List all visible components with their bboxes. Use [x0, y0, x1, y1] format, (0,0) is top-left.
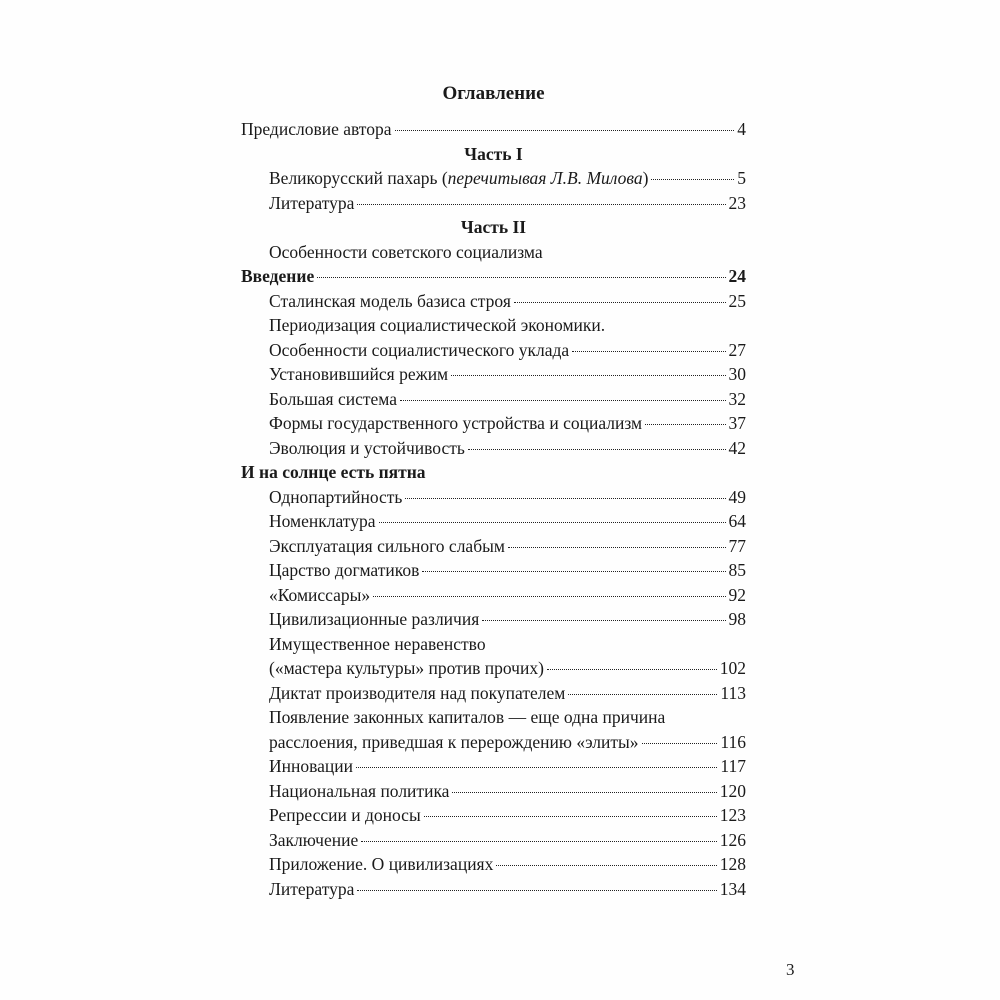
- toc-entry: [241, 240, 746, 265]
- dot-leader: [572, 351, 725, 352]
- toc-entry-text: Заключение: [269, 829, 359, 850]
- toc-entry-text: Однопартийность: [269, 486, 403, 507]
- toc-entry-text: Появление законных капиталов — еще одна причина: [269, 707, 666, 727]
- toc-entry-text: Эксплуатация сильного слабым: [269, 535, 505, 556]
- toc-entry-text: Эволюция и устойчивость: [269, 437, 465, 458]
- dot-leader: [357, 204, 725, 205]
- toc-entry: [241, 387, 746, 412]
- toc-page-number: 25: [728, 290, 746, 311]
- toc-entry-text: И на солнце есть пятна: [241, 462, 426, 482]
- toc-entry: [241, 705, 746, 730]
- toc-entry-text: Инновации: [269, 756, 354, 776]
- toc-entry: [241, 509, 746, 534]
- toc-entry-text: Большая система: [269, 388, 397, 409]
- toc-entry-text: Предисловие автора: [241, 119, 392, 139]
- dot-leader: [568, 694, 717, 695]
- dot-leader: [424, 816, 717, 817]
- toc-entry: [241, 607, 746, 632]
- toc-entry-text: Сталинская модель базиса строя: [269, 290, 511, 311]
- toc-page-number: 4: [737, 119, 746, 139]
- dot-leader: [651, 179, 734, 180]
- toc-entry-text: Особенности социалистического уклада: [269, 339, 570, 360]
- toc-entry-text: Литература: [269, 192, 355, 213]
- toc-page-number: 134: [719, 878, 746, 899]
- toc-entry: [241, 289, 746, 314]
- toc-entry-text: Великорусский пахарь (перечитывая Л.В. Милова): [269, 168, 649, 188]
- toc-entry: [241, 191, 746, 216]
- toc-entry-text: Цивилизационные различия: [269, 609, 480, 629]
- dot-leader: [547, 669, 717, 670]
- toc-entry-text: («мастера культуры» против прочих): [269, 658, 544, 678]
- toc-page-number: 5: [737, 168, 746, 188]
- dot-leader: [317, 277, 725, 278]
- toc-entry: [241, 877, 746, 902]
- dot-leader: [468, 449, 726, 450]
- dot-leader: [400, 400, 726, 401]
- toc-page-number: 27: [728, 339, 746, 360]
- toc-page-number: 32: [728, 388, 746, 409]
- toc-entry: [241, 730, 746, 755]
- toc-page-number: 24: [728, 266, 746, 286]
- toc-page-number: 98: [728, 609, 746, 629]
- table-of-contents: [241, 117, 746, 901]
- toc-entry-text: Имущественное неравенство: [269, 633, 486, 654]
- toc-entry-text: «Комиссары»: [269, 584, 371, 605]
- toc-section-sun: [241, 460, 746, 485]
- toc-entry: [241, 411, 746, 436]
- dot-leader: [395, 130, 735, 131]
- toc-entry-text: Введение: [241, 266, 315, 286]
- toc-entry: [241, 779, 746, 804]
- toc-page-number: 128: [719, 854, 746, 874]
- toc-page-number: 123: [719, 805, 746, 825]
- toc-page-number: 116: [720, 731, 746, 752]
- toc-entry: [241, 681, 746, 706]
- dot-leader: [379, 522, 726, 523]
- toc-entry: [241, 583, 746, 608]
- toc-entry: [241, 803, 746, 828]
- dot-leader: [645, 424, 725, 425]
- toc-page-number: 37: [728, 413, 746, 433]
- toc-entry-text: Номенклатура: [269, 511, 376, 531]
- dot-leader: [514, 302, 726, 303]
- toc-page-number: 126: [719, 829, 746, 850]
- toc-entry: [241, 338, 746, 363]
- toc-entry: [241, 852, 746, 877]
- toc-entry: [241, 828, 746, 853]
- part-heading-text: Часть II: [460, 217, 527, 237]
- toc-page-number: 64: [728, 511, 746, 531]
- dot-leader: [356, 767, 717, 768]
- toc-page-number: 120: [719, 780, 746, 801]
- page-number: 3: [786, 960, 795, 979]
- dot-leader: [508, 547, 726, 548]
- toc-page-number: 113: [720, 682, 746, 703]
- toc-entry: [241, 436, 746, 461]
- dot-leader: [482, 620, 725, 621]
- toc-entry: [241, 754, 746, 779]
- toc-entry-text: Репрессии и доносы: [269, 805, 421, 825]
- toc-page-number: 77: [728, 535, 746, 556]
- dot-leader: [373, 596, 725, 597]
- toc-entry-text: Приложение. О цивилизациях: [269, 854, 494, 874]
- part-heading-2: [241, 215, 746, 240]
- dot-leader: [422, 571, 725, 572]
- toc-entry: [241, 362, 746, 387]
- toc-entry-text: Царство догматиков: [269, 560, 420, 580]
- toc-entry-text: Диктат производителя над покупателем: [269, 682, 566, 703]
- toc-page-number: 92: [728, 584, 746, 605]
- toc-entry-text: Периодизация социалистической экономики.: [269, 315, 606, 335]
- toc-page-number: 23: [728, 192, 746, 213]
- toc-entry: [241, 534, 746, 559]
- toc-page-number: 102: [719, 658, 746, 678]
- toc-entry-text: Формы государственного устройства и социализм: [269, 413, 643, 433]
- toc-section-intro: [241, 264, 746, 289]
- toc-entry-text: Установившийся режим: [269, 364, 449, 384]
- dot-leader: [361, 841, 717, 842]
- dot-leader: [642, 743, 718, 744]
- toc-entry: [241, 558, 746, 583]
- toc-page-number: 49: [728, 486, 746, 507]
- toc-entry: [241, 656, 746, 681]
- toc-page-number: 85: [728, 560, 746, 580]
- toc-page-number: 30: [728, 364, 746, 384]
- toc-entry: [241, 166, 746, 191]
- toc-entry-text: Особенности советского социализма: [269, 241, 543, 262]
- toc-entry-text: Национальная политика: [269, 780, 450, 801]
- toc-page-number: 42: [728, 437, 746, 458]
- toc-page-number: 117: [720, 756, 746, 776]
- part-heading-1: [241, 142, 746, 167]
- dot-leader: [452, 792, 716, 793]
- dot-leader: [496, 865, 716, 866]
- toc-entry-text: Литература: [269, 878, 355, 899]
- toc-entry: [241, 632, 746, 657]
- toc-entry: [241, 313, 746, 338]
- part-heading-text: Часть I: [464, 143, 523, 164]
- toc-entry-preface: [241, 117, 746, 142]
- toc-entry: [241, 485, 746, 510]
- toc-title: Оглавление: [442, 83, 545, 104]
- dot-leader: [357, 890, 716, 891]
- dot-leader: [451, 375, 725, 376]
- toc-entry-text: расслоения, приведшая к перерождению «элиты»: [269, 731, 639, 752]
- dot-leader: [405, 498, 725, 499]
